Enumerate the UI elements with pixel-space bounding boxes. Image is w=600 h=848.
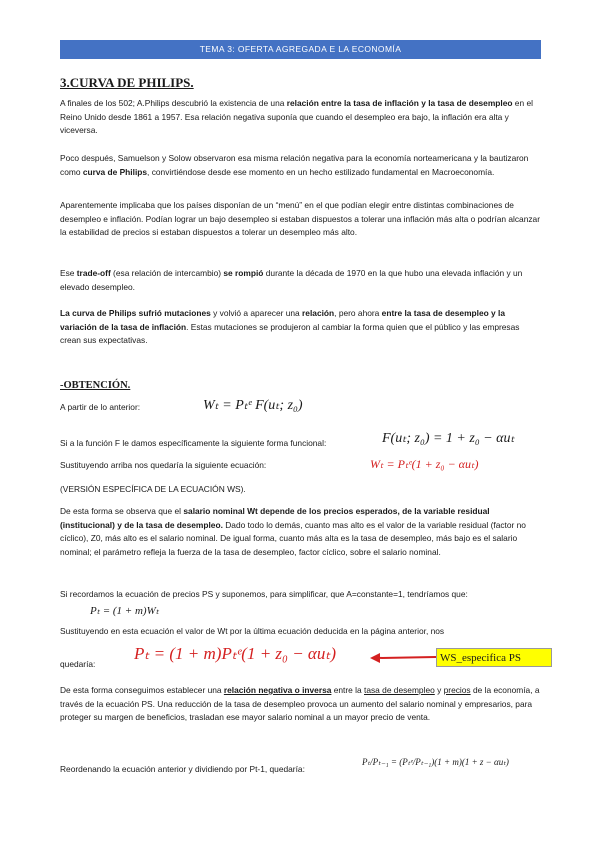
function-line: Si a la función F le damos específicamente la siguiente forma funcional:	[60, 438, 327, 448]
equation-ratio: Pₜ/Pₜ₋₁ = (Pₜᵉ/Pₜ₋₁)(1 + m)(1 + z − αuₜ)	[362, 757, 509, 767]
paragraph-5: La curva de Philips sufrió mutaciones y volvió a aparecer una relación, pero ahora entre la tasa de desempleo y la variación de la tasa de inflación. Estas mutaciones se produjeron al cambiar la forma quien que el público y las empresas crean sus expectativas.	[60, 308, 520, 346]
equation-ws-red: Wₜ = Pₜᵉ(1 + z₀ − αuₜ)	[370, 457, 479, 471]
equation-ps-red: Pₜ = (1 + m)Pₜᵉ(1 + z₀ − αuₜ)	[134, 644, 337, 663]
paragraph-2: Poco después, Samuelson y Solow observaron esa misma relación negativa para la economía norteamericana y la bautizaron como curva de Philips, convirtiéndose desde ese momento en un hecho estilizado fundamental en Macroeconomía.	[60, 153, 529, 177]
paragraph-6: De esta forma se observa que el salario nominal Wt depende de los precios esperados, de la variable residual (institucional) y de la tasa de desempleo. Dado todo lo demás, cuanto mas alto es el valor de la variable residual (factor no cíclico), Z0, más alto es el salario nominal. De igual forma, cuanto más alta es la tasa de desempleo, más bajo es el salario nominal; el parámetro refleja la fuerza de la tasa de desempleo, factor cíclico, sobre el salario nominal.	[60, 506, 526, 557]
subsection-title: -OBTENCIÓN.	[60, 380, 131, 391]
equation-ps: Pₜ = (1 + m)Wₜ	[90, 605, 159, 617]
intro-line: A partir de lo anterior:	[60, 402, 141, 412]
section-title: 3.CURVA DE PHILIPS.	[60, 75, 194, 90]
paragraph-4: Ese trade-off (esa relación de intercambio) se rompió durante la década de 1970 en la que hubo una elevada inflación y un elevado desempleo.	[60, 268, 523, 292]
arrow-icon	[368, 650, 438, 664]
equation-wage: Wₜ = Pₜᵉ F(uₜ; z₀)	[203, 398, 303, 413]
paragraph-3: Aparentemente implicaba que los países disponían de un “menú” en el que podían elegir entre distintas combinaciones de desempleo e inflación. Podían lograr un bajo desempleo si estaban dispuestos a tolerar una inflación más alta o podrían alcanzar la estabilidad de precios si estaban dispuestos a tolerar un desempleo más alto.	[60, 200, 541, 238]
equation-function: F(uₜ; z₀) = 1 + z₀ − αuₜ	[382, 431, 515, 446]
paragraph-7: Si recordamos la ecuación de precios PS y suponemos, para simplificar, que A=constante=1, tendríamos que:	[60, 589, 468, 599]
reorder-line: Reordenando la ecuación anterior y dividiendo por Pt-1, quedaría:	[60, 764, 305, 774]
paragraph-9: De esta forma conseguimos establecer una relación negativa o inversa entre la tasa de desempleo y precios de la economía, a través de la ecuación PS. Una reducción de la tasa de desempleo provoca un aumento del salario nominal y empresarios, para proteger su margen de beneficios, trasladan ese mayor salario nominal a un mayor precio de venta.	[60, 685, 540, 723]
ws-highlight-label: WS_especifica PS	[436, 648, 552, 667]
paragraph-8-end: quedaría:	[60, 659, 96, 669]
paragraph-1: A finales de los 502; A.Philips descubrió la existencia de una relación entre la tasa de inflación y la tasa de desempleo en el Reino Unido desde 1861 a 1957. Esa relación negativa suponía que cuando el desempleo era bajo, la inflación era alta y viceversa.	[60, 98, 533, 136]
page-header-banner: TEMA 3: OFERTA AGREGADA E LA ECONOMÍA	[60, 40, 541, 59]
version-note: (VERSIÓN ESPECÍFICA DE LA ECUACIÓN WS).	[60, 484, 246, 494]
substitution-line: Sustituyendo arriba nos quedaría la siguiente ecuación:	[60, 460, 267, 470]
paragraph-8: Sustituyendo en esta ecuación el valor de Wt por la última ecuación deducida en la página anterior, nos	[60, 626, 445, 636]
